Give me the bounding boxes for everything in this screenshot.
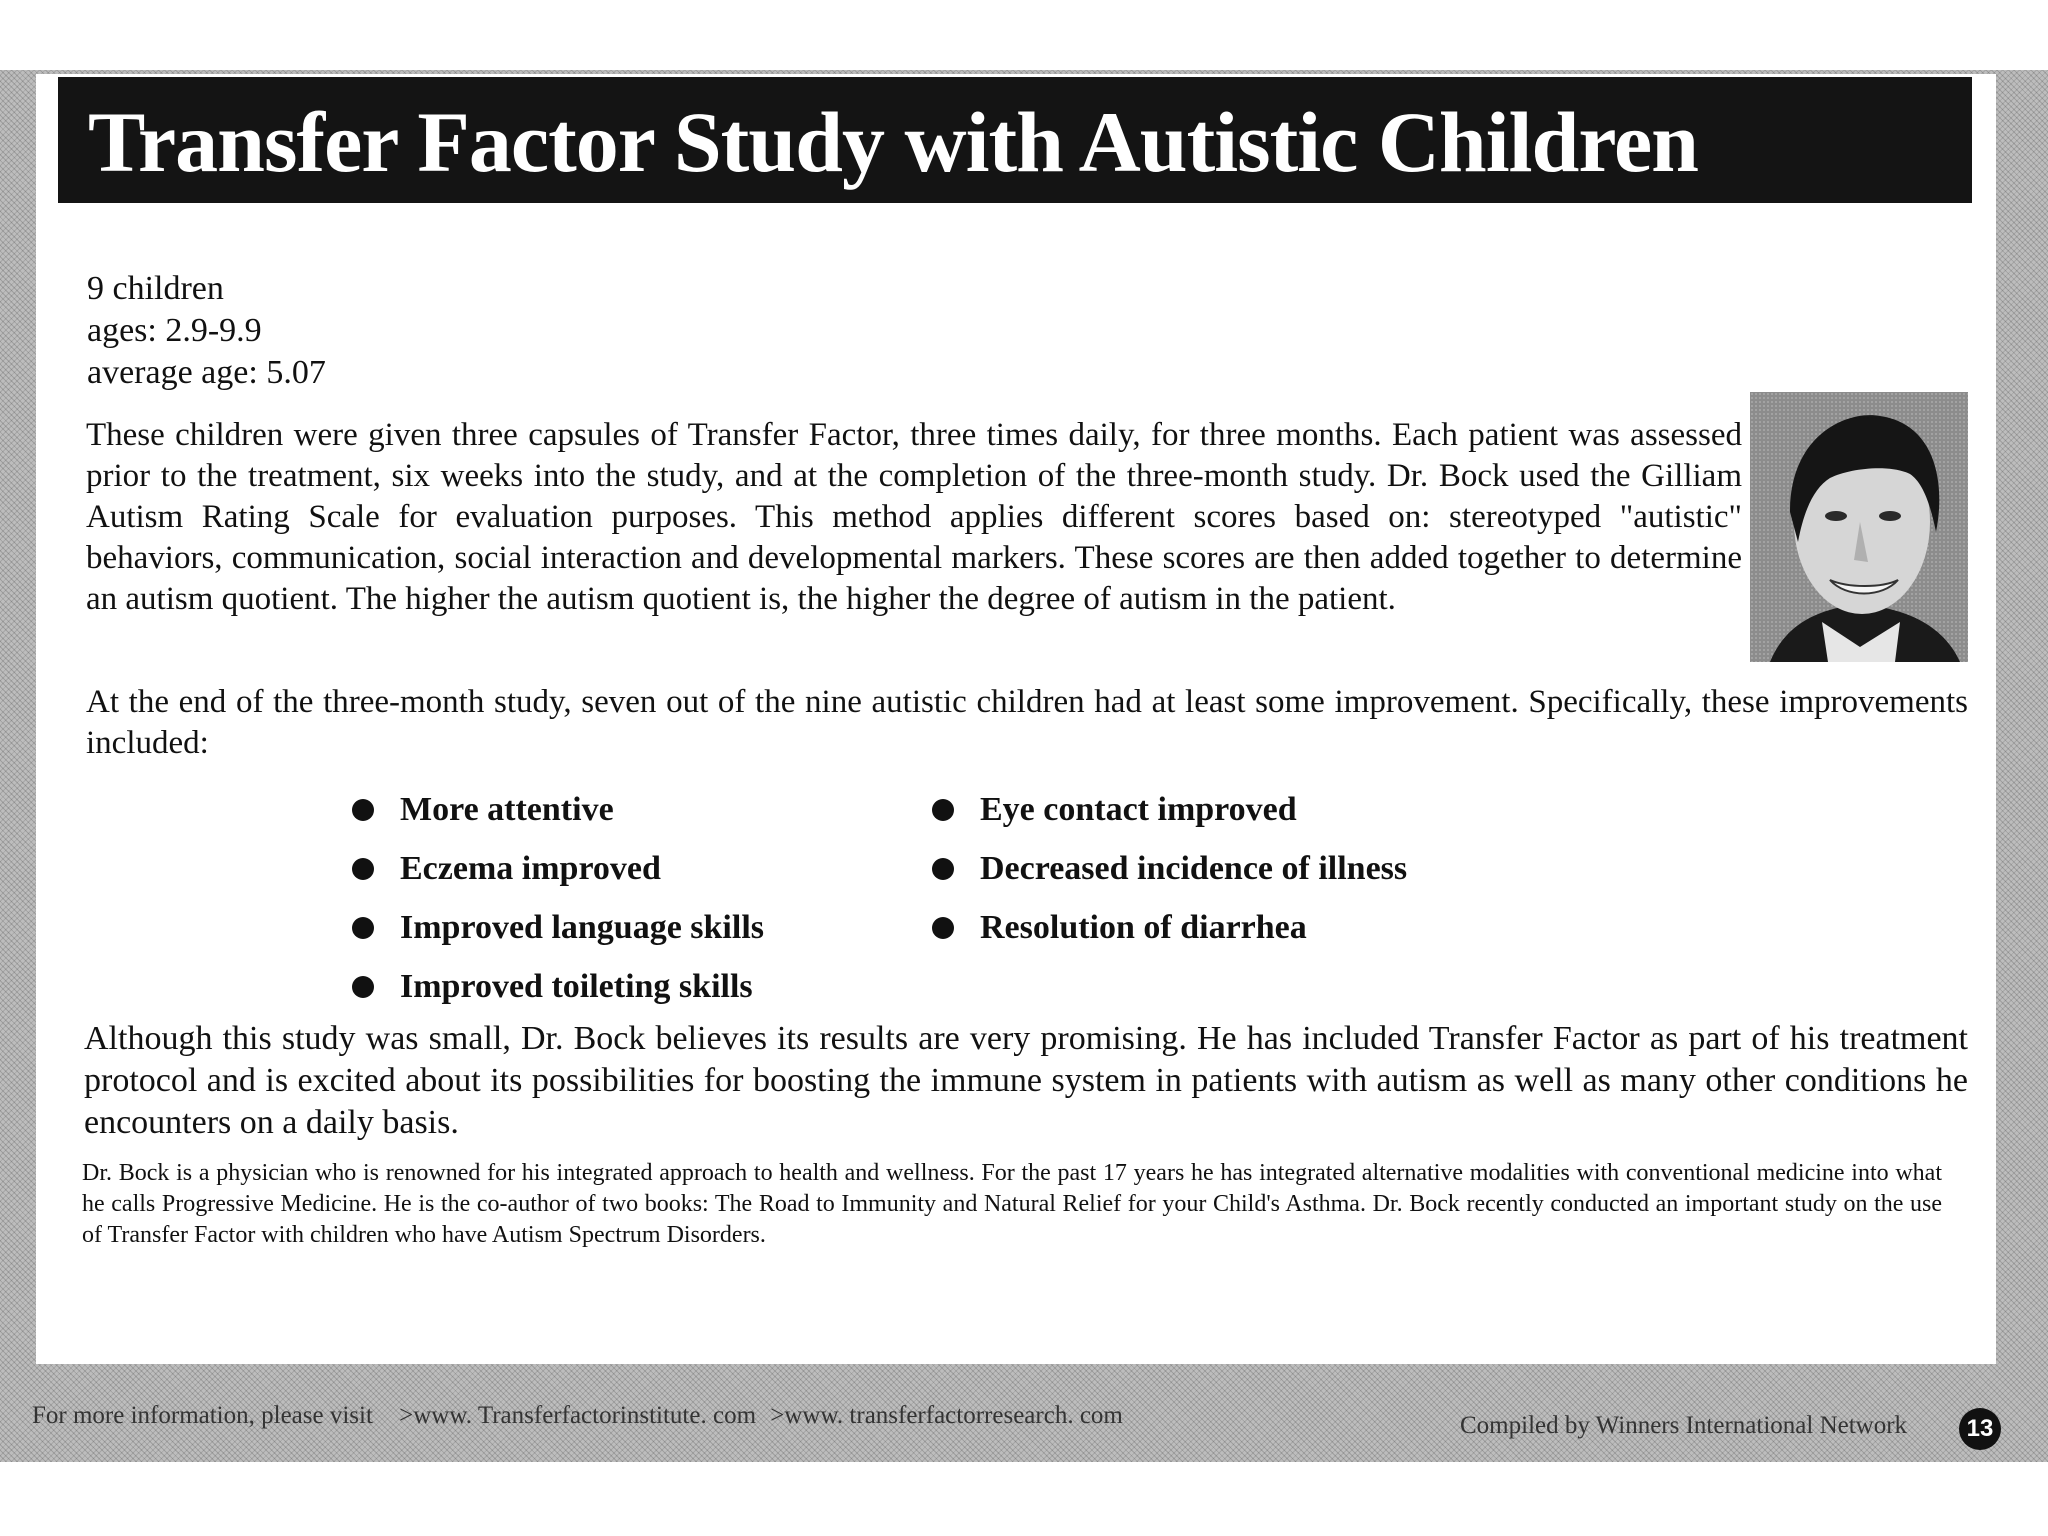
footer-info (32, 1402, 1123, 1430)
link-transferfactorinstitute[interactable]: >www. Transferfactorinstitute. com (399, 1402, 757, 1429)
list-item (352, 839, 764, 898)
bullet-icon (932, 799, 954, 821)
link-transferfactorresearch[interactable]: >www. transferfactorresearch. com (770, 1402, 1123, 1429)
list-item (352, 957, 764, 1016)
page-title: Transfer Factor Study with Autistic Children (88, 94, 1698, 190)
improvements-list-right (932, 780, 1407, 957)
footer-credit: Compiled by Winners International Network (1460, 1412, 1908, 1439)
bullet-icon (352, 799, 374, 821)
study-stats (87, 268, 326, 394)
bullet-icon (352, 917, 374, 939)
page-number-badge: 13 (1959, 1408, 2001, 1450)
list-item (352, 898, 764, 957)
intro-paragraph: These children were given three capsules of Transfer Factor, three times daily, for three months. Each patient was assessed prior to the treatment, six weeks into the study, and at the completion of the three-month study. Dr. Bock used the Gilliam Autism Rating Scale for evaluation purposes. This method applies different scores based on: stereotyped "autistic" behaviors, communication, social interaction and developmental markers. These scores are then added together to determine an autism quotient. The higher the autism quotient is, the higher the degree of autism in the patient. (86, 417, 1742, 617)
stat-ages: ages: 2.9-9.9 (87, 312, 262, 349)
stat-average-age: average age: 5.07 (87, 354, 326, 391)
bullet-icon (932, 917, 954, 939)
bullet-icon (352, 976, 374, 998)
bullet-icon (352, 858, 374, 880)
portrait-photo (1750, 392, 1968, 662)
list-item-label: Eczema improved (400, 849, 661, 887)
results-paragraph: At the end of the three-month study, seven out of the nine autistic children had at least some improvement. Specifically, these improvements included: (86, 684, 1968, 761)
list-item (352, 780, 764, 839)
list-item (932, 839, 1407, 898)
list-item-label: Improved toileting skills (400, 967, 753, 1005)
list-item (932, 898, 1407, 957)
bullet-icon (932, 858, 954, 880)
list-item-label: Decreased incidence of illness (980, 849, 1408, 887)
list-item-label: Eye contact improved (980, 790, 1297, 828)
stat-children: 9 children (87, 270, 224, 307)
list-item-label: More attentive (400, 790, 614, 828)
portrait-icon (1750, 392, 1968, 662)
list-item-label: Resolution of diarrhea (980, 908, 1307, 946)
conclusion-paragraph: Although this study was small, Dr. Bock believes its results are very promising. He has included Transfer Factor as part of his treatment protocol and is excited about its possibilities for boosting the immune system in patients with autism as well as many other conditions he encounters on a daily basis. (84, 1020, 1968, 1141)
list-item-label: Improved language skills (400, 908, 765, 946)
list-item (932, 780, 1407, 839)
improvements-list-left (352, 780, 764, 1016)
footer-info-text: For more information, please visit (32, 1402, 373, 1429)
author-bio: Dr. Bock is a physician who is renowned for his integrated approach to health and wellness. For the past 17 years he has integrated alternative modalities with conventional medicine into what he calls Progressive Medicine. He is the co-author of two books: The Road to Immunity and Natural Relief for your Child's Asthma. Dr. Bock recently conducted an important study on the use of Transfer Factor with children who have Autism Spectrum Disorders. (82, 1160, 1942, 1248)
